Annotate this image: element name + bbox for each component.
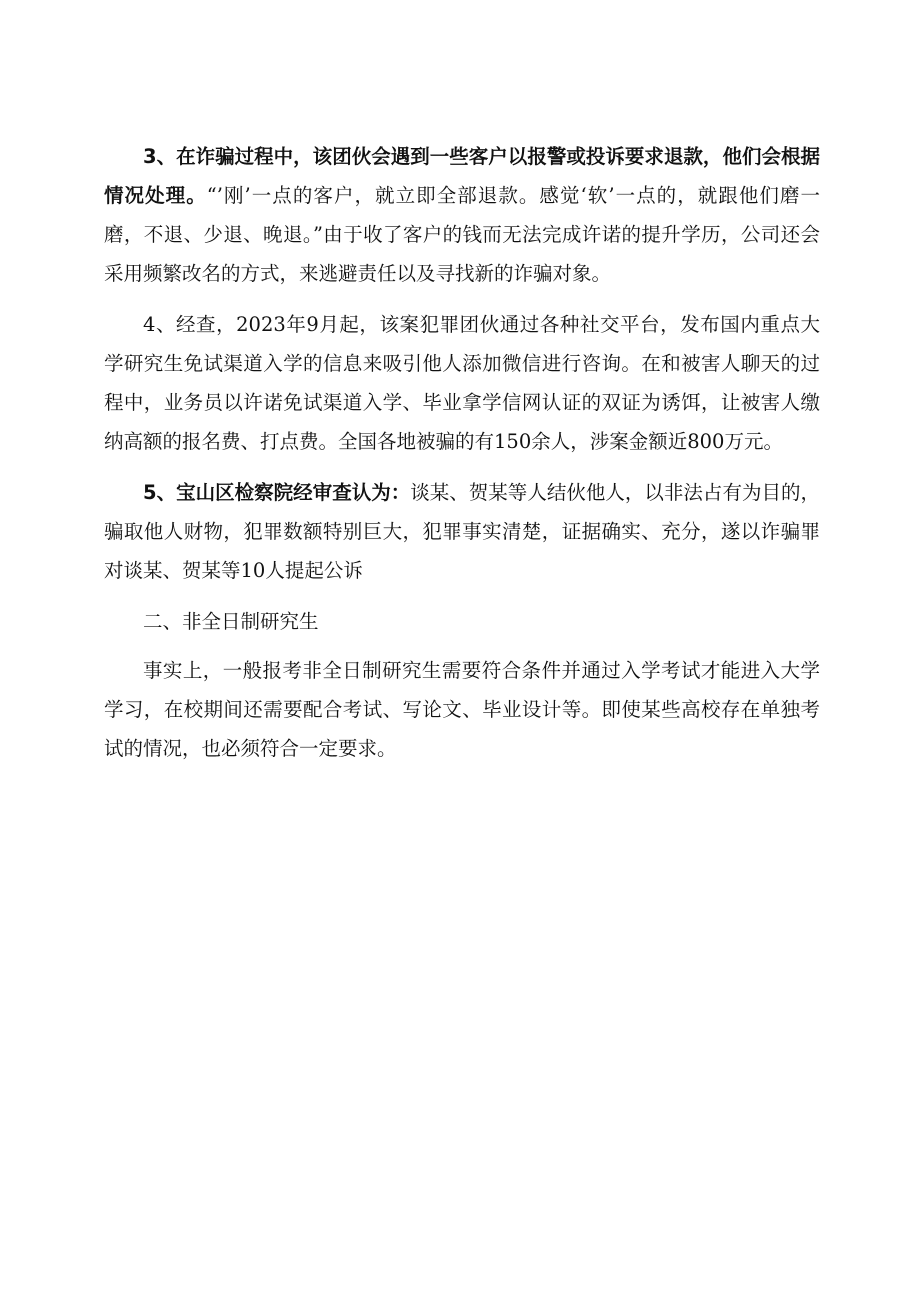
section-heading: 二、非全日制研究生 <box>143 610 319 633</box>
document-body <box>104 137 820 780</box>
paragraph-3-body: “’刚’一点的客户，就立即全部退款。感觉‘软’一点的，就跟他们磨一磨，不退、少退、晚退。”由于收了客户的钱而无法完成许诺的提升学历，公司还会采用频繁改名的方式，来逃避责任以及寻找新的诈骗对象。 <box>104 184 820 285</box>
paragraph-5-lead: 5、宝山区检察院经审查认为： <box>143 481 411 504</box>
closing-paragraph: 事实上，一般报考非全日制研究生需要符合条件并通过入学考试才能进入大学学习，在校期间还需要配合考试、写论文、毕业设计等。即使某些高校存在单独考试的情况，也必须符合一定要求。 <box>104 659 820 760</box>
paragraph-3-refund-handling <box>104 137 820 293</box>
paragraph-4-body: 4、经查，2023年9月起，该案犯罪团伙通过各种社交平台，发布国内重点大学研究生免试渠道入学的信息来吸引他人添加微信进行咨询。在和被害人聊天的过程中，业务员以许诺免试渠道入学、毕业拿学信网认证的双证为诱饵，让被害人缴纳高额的报名费、打点费。全国各地被骗的有150余人，涉案金额近800万元。 <box>104 313 820 453</box>
paragraph-3-lead: 3、在诈骗过程中，该团伙会遇到一些客户以报警或投诉要求退款，他们会根据情况处理。 <box>104 145 820 207</box>
paragraph-5-prosecution <box>104 473 820 590</box>
paragraph-5-body: 谈某、贺某等人结伙他人，以非法占有为目的，骗取他人财物，犯罪数额特别巨大，犯罪事实清楚，证据确实、充分，遂以诈骗罪对谈某、贺某等10人提起公诉 <box>104 481 820 582</box>
paragraph-4-investigation <box>104 305 820 461</box>
